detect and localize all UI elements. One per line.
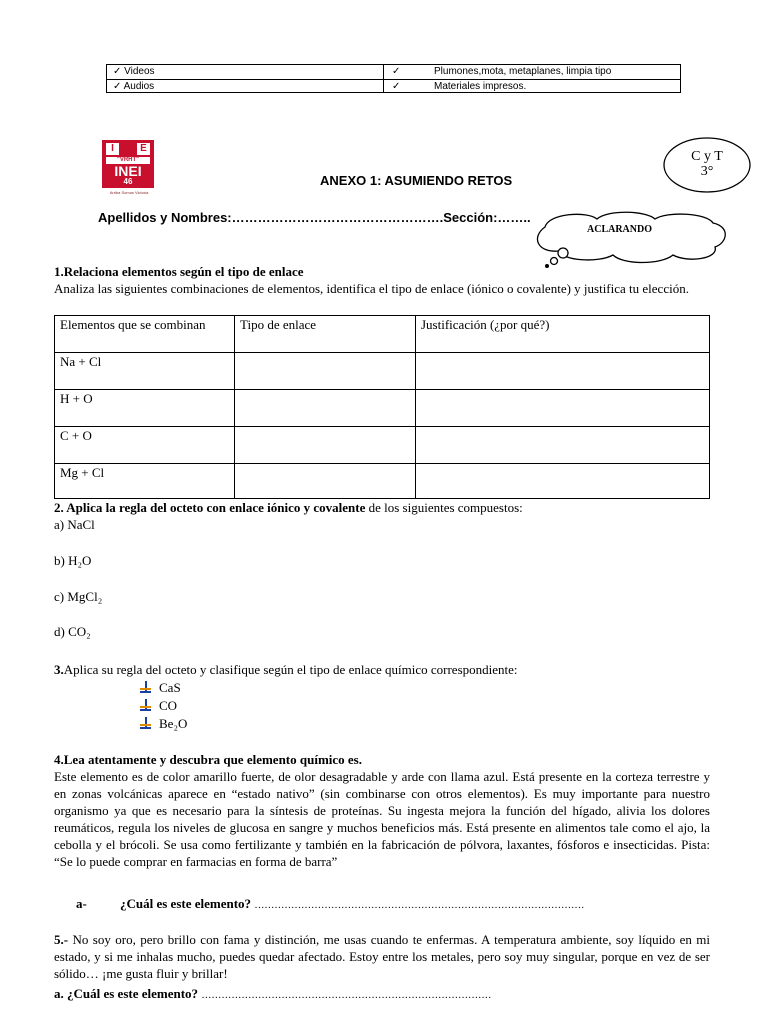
cloud-label: ACLARANDO bbox=[587, 224, 652, 235]
column-header: Tipo de enlace bbox=[235, 316, 416, 353]
element-pair: Na + Cl bbox=[55, 353, 235, 390]
compound-item: d) CO₂ bbox=[54, 624, 91, 639]
q4-body: Este elemento es de color amarillo fuerte, de olor desagradable y arde con llama azul. Está presente en la corteza terrestre y en zonas volcánicas aparece en “estado nativo” (sin combinarse con otros elementos). Es muy importante para nuestro organismo ya que es necesario para la síntesis de proteínas. Su ingesta mejora la función del hígado, alivia los dolores reumáticos, regula los niveles de glucosa en sangre y muchos beneficios más. Está presente en alimentos tale como el ajo, la cebolla y el brócoli. Se usa como fertilizante y también en la fabricación de pólvora, laxantes, fósforos e insecticidas. Pista: “Se lo puede comprar en farmacias en forma de barra” bbox=[54, 769, 710, 869]
table-row bbox=[107, 65, 680, 79]
table-header-row bbox=[55, 316, 710, 353]
compound-label: CO bbox=[159, 698, 178, 713]
list-item bbox=[140, 679, 181, 696]
q5-body bbox=[54, 931, 710, 982]
compound-label: Be₂O bbox=[159, 716, 188, 731]
table-row bbox=[55, 353, 710, 390]
resource-left: ✓ Videos bbox=[113, 66, 155, 77]
resource-left: ✓ Audios bbox=[113, 81, 155, 92]
q5-question-text: a. ¿Cuál es este elemento? bbox=[54, 986, 199, 1001]
answer-cell[interactable] bbox=[416, 464, 710, 499]
bullet-icon bbox=[140, 681, 151, 693]
logo-letter-i: I bbox=[106, 143, 119, 155]
answer-blank[interactable]: ……………………………………………………………………………………… bbox=[254, 900, 585, 911]
answer-cell[interactable] bbox=[416, 427, 710, 464]
column-header: Elementos que se combinan bbox=[55, 316, 235, 353]
name-section-line: Apellidos y Nombres:………………………………………….Sección:…….. bbox=[98, 210, 531, 225]
answer-cell[interactable] bbox=[416, 353, 710, 390]
cloud-shape bbox=[527, 209, 732, 271]
page-title: ANEXO 1: ASUMIENDO RETOS bbox=[320, 173, 513, 188]
q2-heading-rest: de los siguientes compuestos: bbox=[365, 500, 523, 515]
table-row bbox=[55, 390, 710, 427]
check-icon: ✓ bbox=[392, 66, 401, 77]
bullet-icon bbox=[140, 717, 151, 729]
table-row bbox=[55, 464, 710, 499]
element-pair: H + O bbox=[55, 390, 235, 427]
resource-right: Materiales impresos. bbox=[434, 81, 527, 92]
answer-cell[interactable] bbox=[235, 464, 416, 499]
q3-number: 3. bbox=[54, 662, 64, 677]
compound-item: b) H₂O bbox=[54, 553, 92, 568]
list-item bbox=[140, 697, 177, 714]
q5-question bbox=[54, 985, 491, 1004]
q4-question-text: ¿Cuál es este elemento? bbox=[120, 896, 252, 911]
table-row bbox=[55, 427, 710, 464]
answer-cell[interactable] bbox=[235, 390, 416, 427]
answer-cell[interactable] bbox=[235, 353, 416, 390]
list-item bbox=[140, 715, 187, 732]
logo-name: INEI bbox=[114, 163, 142, 179]
badge-grade: 3° bbox=[700, 164, 714, 179]
table-row bbox=[107, 79, 680, 94]
q1-heading: 1.Relaciona elementos según el tipo de enlace bbox=[54, 264, 304, 279]
element-pair: C + O bbox=[55, 427, 235, 464]
q2-heading bbox=[54, 499, 523, 516]
logo-number: 46 bbox=[123, 177, 133, 186]
answer-cell[interactable] bbox=[416, 390, 710, 427]
school-logo bbox=[102, 140, 154, 188]
compound-item: c) MgCl₂ bbox=[54, 589, 103, 604]
badge-subject: C y T bbox=[691, 149, 723, 164]
logo-letter-e: E bbox=[137, 143, 150, 155]
course-badge bbox=[663, 137, 751, 193]
thought-cloud bbox=[527, 209, 732, 271]
combinations-table bbox=[54, 315, 710, 499]
q5-number: 5.- bbox=[54, 932, 69, 947]
q3-heading bbox=[54, 661, 518, 678]
q4-question-label: a- bbox=[76, 896, 87, 911]
check-icon: ✓ bbox=[392, 81, 401, 92]
element-pair: Mg + Cl bbox=[55, 464, 235, 499]
resources-table bbox=[106, 64, 681, 93]
q2-heading-bold: 2. Aplica la regla del octeto con enlace iónico y covalente bbox=[54, 500, 366, 515]
bullet-icon bbox=[140, 699, 151, 711]
compound-label: CaS bbox=[159, 680, 181, 695]
logo-band: "VRHT" bbox=[106, 157, 150, 164]
answer-cell[interactable] bbox=[235, 427, 416, 464]
compound-item: a) NaCl bbox=[54, 517, 95, 532]
q1-intro: Analiza las siguientes combinaciones de elementos, identifica el tipo de enlace (iónico o covalente) y justifica tu elección. bbox=[54, 281, 689, 296]
q4-question bbox=[76, 895, 584, 914]
q4-heading: 4.Lea atentamente y descubra que elemento químico es. bbox=[54, 752, 362, 767]
logo-caption: Arriba Somos Victoria bbox=[109, 190, 149, 195]
answer-blank[interactable]: …………………………………………………………………………… bbox=[201, 990, 492, 1001]
resource-right: Plumones,mota, metaplanes, limpia tipo bbox=[434, 66, 612, 77]
q3-text: Aplica su regla del octeto y clasifique según el tipo de enlace químico correspondiente: bbox=[63, 662, 518, 677]
column-header: Justificación (¿por qué?) bbox=[416, 316, 710, 353]
q5-text: No soy oro, pero brillo con fama y distinción, me usas cuando te enfermas. A temperatura ambiente, soy líquido en mi estado, y si me inhalas mucho, puedes quedar afectado. Estoy entre los metales, pero soy muy singular, porque en vez de ser sólido… ¡me gusta fluir y brillar! bbox=[54, 932, 710, 981]
